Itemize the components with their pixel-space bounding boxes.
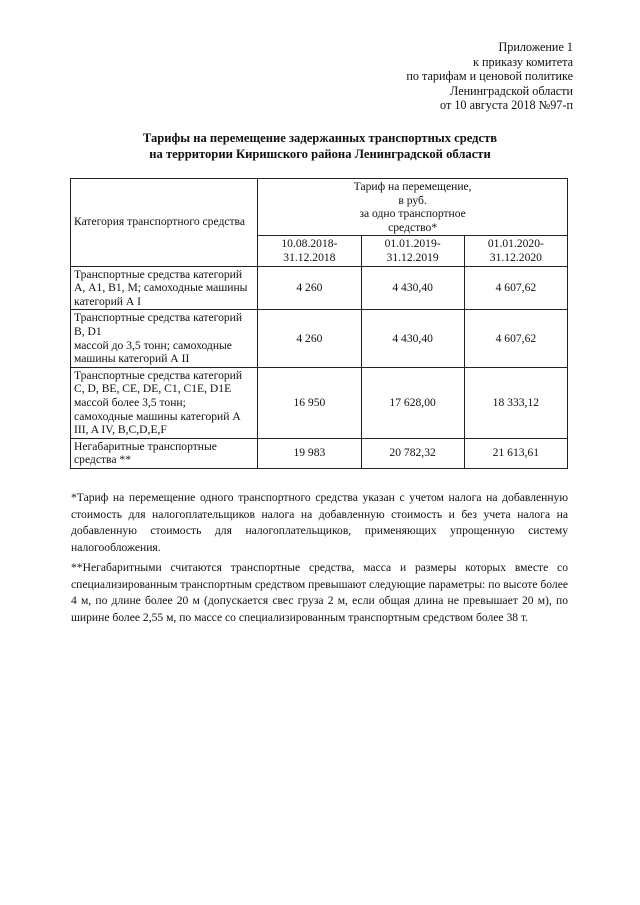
tariff-cell: 4 607,62 — [464, 266, 567, 310]
tariff-cell: 17 628,00 — [361, 367, 464, 438]
appendix-line: от 10 августа 2018 №97-п — [440, 98, 573, 112]
tariff-cell: 16 950 — [258, 367, 361, 438]
tariff-cell: 4 430,40 — [361, 266, 464, 310]
category-column-header: Категория транспортного средства — [71, 179, 258, 267]
period-label: 01.01.2020- 31.12.2020 — [487, 237, 544, 264]
category-cell: Негабаритные транспортные средства ** — [71, 438, 258, 468]
appendix-header — [293, 40, 573, 113]
table-row — [71, 367, 568, 438]
appendix-line: к приказу комитета — [473, 54, 573, 69]
tariff-column-header — [258, 179, 568, 236]
table-row — [71, 438, 568, 468]
document-title — [60, 131, 580, 162]
period-header — [258, 236, 361, 266]
tariff-cell: 4 260 — [258, 266, 361, 310]
category-cell: Транспортные средства категорий А, А1, В1, М; самоходные машины категорий А I — [71, 266, 258, 310]
appendix-line: Ленинградской области — [450, 83, 573, 98]
footnote-text: *Тариф на перемещение одного транспортного средства указан с учетом налога на добавленную стоимость для налогоплательщиков налога на добавленную стоимость и без учета налога на добавленную стоимость для налогоплательщиков, применяющих упрощенную систему налогообложения. — [71, 491, 568, 554]
tariff-cell: 4 260 — [258, 310, 361, 367]
footnote-oversize — [71, 560, 568, 626]
tariff-cell: 20 782,32 — [361, 438, 464, 468]
category-cell: Транспортные средства категорий В, D1 массой до 3,5 тонн; самоходные машины категорий А II — [71, 310, 258, 367]
tariff-header-text: Тариф на перемещение, в руб. за одно транспортное средство* — [353, 180, 472, 234]
tariff-cell: 4 430,40 — [361, 310, 464, 367]
tariff-cell: 21 613,61 — [464, 438, 567, 468]
tariff-cell: 18 333,12 — [464, 367, 567, 438]
period-header — [361, 236, 464, 266]
table-row — [71, 266, 568, 310]
period-label: 01.01.2019- 31.12.2019 — [384, 237, 441, 264]
period-header — [464, 236, 567, 266]
appendix-line: по тарифам и ценовой политике — [406, 69, 573, 83]
period-label: 10.08.2018- 31.12.2018 — [281, 237, 338, 264]
tariff-cell: 19 983 — [258, 438, 361, 468]
title-line-2: на территории Киришского района Ленинградской области — [149, 146, 491, 161]
title-line-1: Тарифы на перемещение задержанных транспортных средств — [142, 131, 498, 145]
table-header-row — [71, 179, 568, 236]
footnote-text: **Негабаритными считаются транспортные средства, масса и размеры которых вместе со специализированным транспортным средством превышают следующие параметры: по высоте более 4 м, по длине более 20 м (допускается свес груза 2 м, если общая длина не превышает 20 м), по ширине более 2,55 м, по массе со специализированным транспортным средством более 38 т. — [71, 561, 568, 624]
category-cell: Транспортные средства категорий С, D, ВЕ, СЕ, DE, C1, C1E, D1E массой более 3,5 тонн; самоходные машины категорий А III, A IV, B,C,D,E,F — [71, 367, 258, 438]
tariff-cell: 4 607,62 — [464, 310, 567, 367]
tariff-table — [70, 178, 568, 469]
appendix-line: Приложение 1 — [498, 40, 573, 54]
table-row — [71, 310, 568, 367]
footnote-vat — [71, 490, 568, 556]
